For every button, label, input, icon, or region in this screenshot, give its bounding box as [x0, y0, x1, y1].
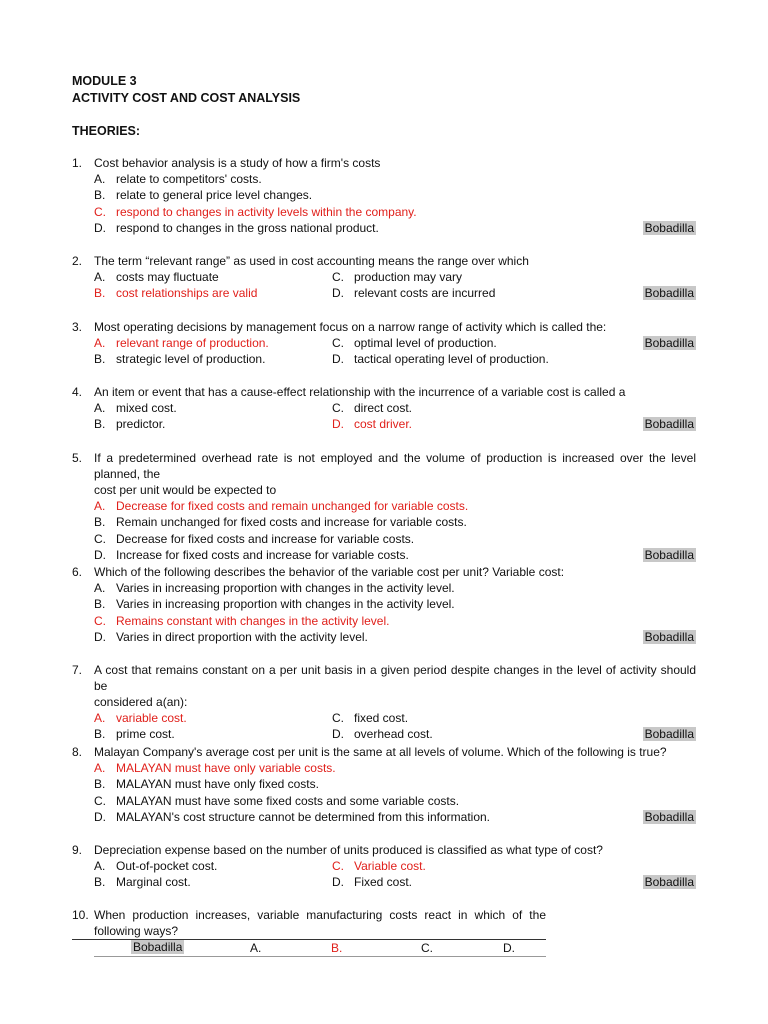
option-b: B. Remain unchanged for fixed costs and increase for variable costs. — [94, 515, 467, 530]
bobadilla-tag: Bobadilla — [644, 220, 694, 235]
question-5 — [72, 450, 696, 563]
question-stem: If a predetermined overhead rate is not employed and the volume of production is increased over the level planned, the — [94, 451, 696, 481]
question-number: 7. — [72, 663, 83, 677]
option-a-answer: A. Decrease for fixed costs and remain unchanged for variable costs. — [94, 499, 469, 513]
question-number: 9. — [72, 843, 83, 857]
option-a: A. Out-of-pocket cost. — [94, 859, 218, 873]
option-d: D. overhead cost. — [332, 727, 433, 742]
question-stem: Most operating decisions by management focus on a narrow range of activity which is called the: — [94, 320, 607, 334]
option-a: A. — [250, 941, 262, 955]
option-c: C. optimal level of production. — [332, 336, 497, 350]
option-b: B. Marginal cost. — [94, 875, 191, 890]
option-d: D. Varies in direct proportion with the activity level. — [94, 629, 368, 644]
question-7 — [72, 662, 696, 743]
question-stem-continued: cost per unit would be expected to — [94, 483, 277, 497]
question-number: 10. — [72, 908, 89, 922]
option-c: C. — [421, 941, 433, 955]
question-number: 4. — [72, 385, 83, 399]
question-stem: The term “relevant range” as used in cost accounting means the range over which — [94, 254, 529, 268]
option-c: C. MALAYAN must have some fixed costs and some variable costs. — [94, 793, 460, 808]
question-number: 2. — [72, 254, 83, 268]
option-c: C. direct cost. — [332, 401, 413, 415]
option-b: B. prime cost. — [94, 727, 175, 742]
option-a-answer: A. relevant range of production. — [94, 336, 269, 350]
question-number: 6. — [72, 565, 83, 579]
option-c-answer: C. Variable cost. — [332, 859, 426, 873]
option-d: D. relevant costs are incurred — [332, 286, 496, 301]
question-stem: Depreciation expense based on the number of units produced is classified as what type of cost? — [94, 843, 603, 857]
option-b: B. MALAYAN must have only fixed costs. — [94, 777, 319, 792]
question-6 — [72, 564, 696, 645]
document-title: ACTIVITY COST AND COST ANALYSIS — [72, 91, 301, 105]
option-d: D. — [503, 941, 515, 955]
option-a: A. Varies in increasing proportion with changes in the activity level. — [94, 581, 455, 595]
bobadilla-tag: Bobadilla — [644, 727, 694, 742]
option-a: A. relate to competitors' costs. — [94, 172, 262, 186]
question-stem-continued: considered a(an): — [94, 695, 188, 709]
bobadilla-tag: Bobadilla — [644, 875, 694, 890]
option-d: D. respond to changes in the gross national product. — [94, 220, 379, 235]
question-number: 8. — [72, 745, 83, 759]
option-b: B. strategic level of production. — [94, 352, 266, 367]
bobadilla-tag: Bobadilla — [644, 336, 694, 350]
question-1 — [72, 155, 696, 236]
bobadilla-tag: Bobadilla — [644, 286, 694, 301]
option-a-answer: A. MALAYAN must have only variable costs. — [94, 761, 336, 775]
question-8 — [72, 744, 696, 825]
option-d: D. Fixed cost. — [332, 875, 413, 890]
question-stem: Which of the following describes the behavior of the variable cost per unit? Variable cost: — [94, 565, 565, 579]
option-d: D. Increase for fixed costs and increase for variable costs. — [94, 547, 409, 562]
question-2 — [72, 253, 696, 302]
question-stem: A cost that remains constant on a per unit basis in a given period despite changes in the level of activity should be — [94, 663, 696, 693]
bobadilla-tag: Bobadilla — [644, 417, 694, 432]
option-d: D. MALAYAN's cost structure cannot be determined from this information. — [94, 809, 491, 824]
question-10 — [72, 907, 696, 957]
bobadilla-tag: Bobadilla — [644, 547, 694, 562]
bobadilla-tag: Bobadilla — [644, 629, 694, 644]
answer-row — [94, 940, 546, 957]
question-number: 5. — [72, 451, 83, 465]
option-b: B. predictor. — [94, 417, 166, 432]
question-3 — [72, 319, 696, 368]
option-b: B. relate to general price level changes. — [94, 188, 313, 203]
option-b: B. Varies in increasing proportion with changes in the activity level. — [94, 597, 455, 612]
bobadilla-tag: Bobadilla — [133, 940, 183, 954]
option-b-answer: B. cost relationships are valid — [94, 286, 258, 301]
section-heading: THEORIES: — [72, 124, 141, 138]
option-c-answer: C. Remains constant with changes in the activity level. — [94, 613, 390, 628]
option-a: A. mixed cost. — [94, 401, 177, 415]
option-a: A. costs may fluctuate — [94, 270, 219, 284]
bobadilla-tag: Bobadilla — [644, 809, 694, 824]
question-9 — [72, 842, 696, 891]
option-c: C. fixed cost. — [332, 711, 409, 725]
option-c: C. Decrease for fixed costs and increase for variable costs. — [94, 531, 415, 546]
question-number: 1. — [72, 156, 83, 170]
question-stem: Cost behavior analysis is a study of how a firm's costs — [94, 156, 381, 170]
question-stem: An item or event that has a cause-effect relationship with the incurrence of a variable cost is called a — [94, 385, 626, 399]
question-stem: Malayan Company's average cost per unit is the same at all levels of volume. Which of the following is true? — [94, 745, 667, 759]
question-4 — [72, 384, 696, 433]
option-d: D. tactical operating level of production. — [332, 352, 549, 367]
option-c: C. production may vary — [332, 270, 463, 284]
module-label: MODULE 3 — [72, 74, 137, 88]
option-d-answer: D. cost driver. — [332, 417, 413, 432]
option-a-answer: A. variable cost. — [94, 711, 187, 725]
question-number: 3. — [72, 320, 83, 334]
question-stem: When production increases, variable manufacturing costs react in which of the following ways? — [94, 908, 546, 938]
option-b-answer: B. — [331, 941, 343, 955]
option-c-answer: C. respond to changes in activity levels within the company. — [94, 204, 417, 219]
